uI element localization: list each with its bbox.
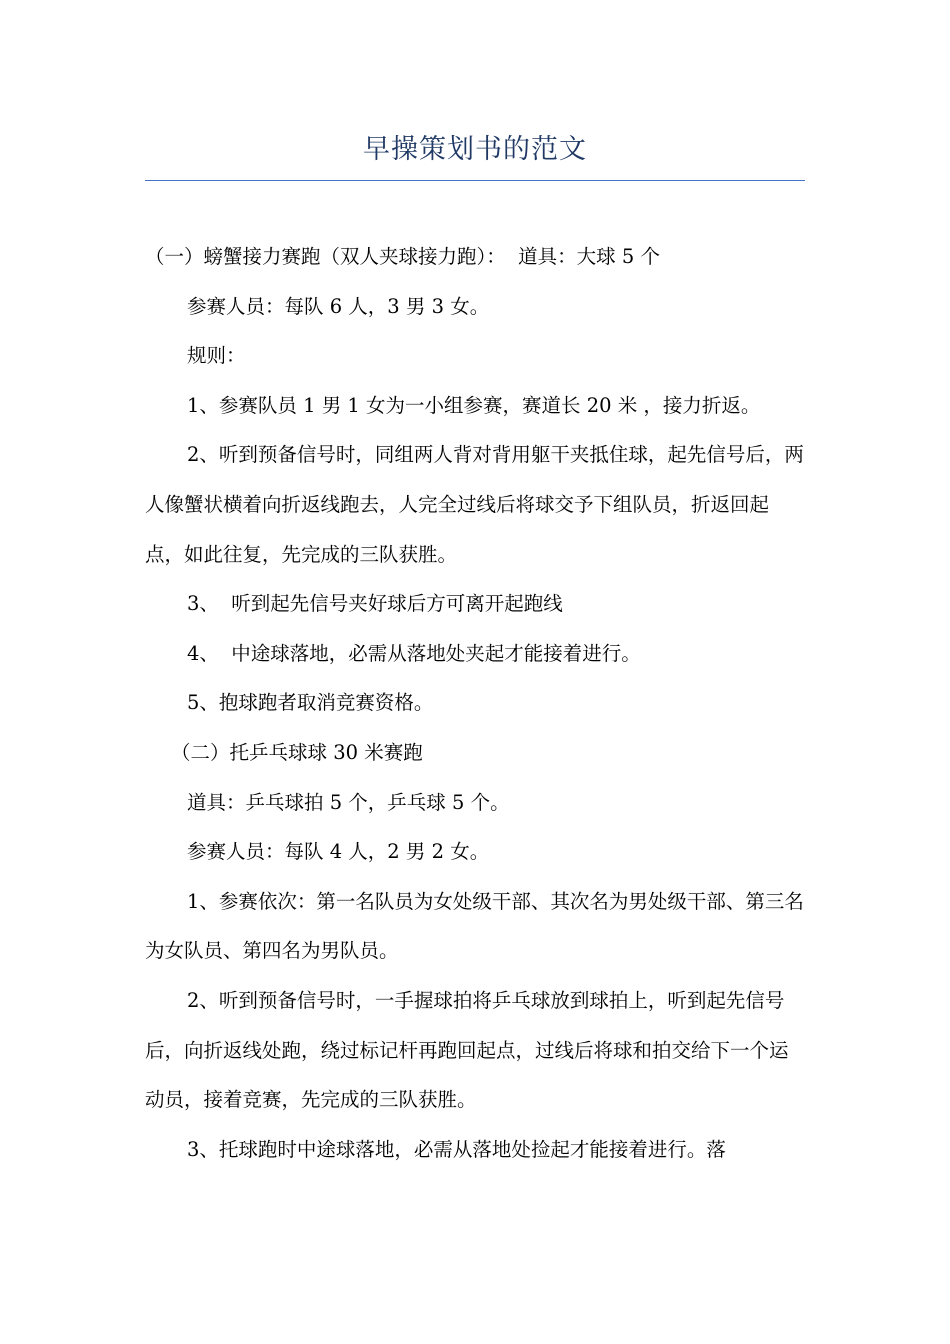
paragraph-props-2: 道具：乒乓球拍 5 个，乒乓球 5 个。 <box>187 790 510 814</box>
paragraph-section-1-heading: （一）螃蟹接力赛跑（双人夹球接力跑）： 道具：大球 5 个 <box>145 245 660 268</box>
paragraph-rule-2-2: 2、听到预备信号时，一手握球拍将乒乓球放到球拍上，听到起先信号后，向折返线处跑，绕过标记杆再跑回起点，过线后将球和拍交给下一个运动员，接着竞赛，先完成的三队获胜。 <box>145 988 789 1112</box>
paragraph-rule-3: 3、 听到起先信号夹好球后方可离开起跑线 <box>187 592 563 616</box>
document-body <box>145 232 807 1174</box>
paragraph-rule-2-1: 1、参赛依次：第一名队员为女处级干部、其次名为男处级干部、第三名为女队员、第四名为男队员。 <box>145 889 804 963</box>
paragraph-rule-2: 2、听到预备信号时，同组两人背对背用躯干夹抵住球，起先信号后，两人像蟹状横着向折返线跑去，人完全过线后将球交予下组队员，折返回起点，如此往复，先完成的三队获胜。 <box>145 443 804 566</box>
paragraph-participants-1: 参赛人员：每队 6 人，3 男 3 女。 <box>187 294 490 318</box>
paragraph-rule-1: 1、参赛队员 1 男 1 女为一小组参赛，赛道长 20 米 ，接力折返。 <box>187 393 761 417</box>
paragraph-participants-2: 参赛人员：每队 4 人，2 男 2 女。 <box>187 840 490 864</box>
paragraph-section-2-heading: （二）托乒乓球球 30 米赛跑 <box>171 740 423 764</box>
paragraph-rule-2-3: 3、托球跑时中途球落地，必需从落地处捡起才能接着进行。落 <box>187 1137 726 1161</box>
paragraph-rule-4: 4、 中途球落地，必需从落地处夹起才能接着进行。 <box>187 641 641 665</box>
title-underline <box>145 180 805 181</box>
paragraph-rules-label: 规则： <box>187 344 246 368</box>
document-title: 早操策划书的范文 <box>363 134 587 165</box>
paragraph-rule-5: 5、抱球跑者取消竞赛资格。 <box>187 691 434 715</box>
